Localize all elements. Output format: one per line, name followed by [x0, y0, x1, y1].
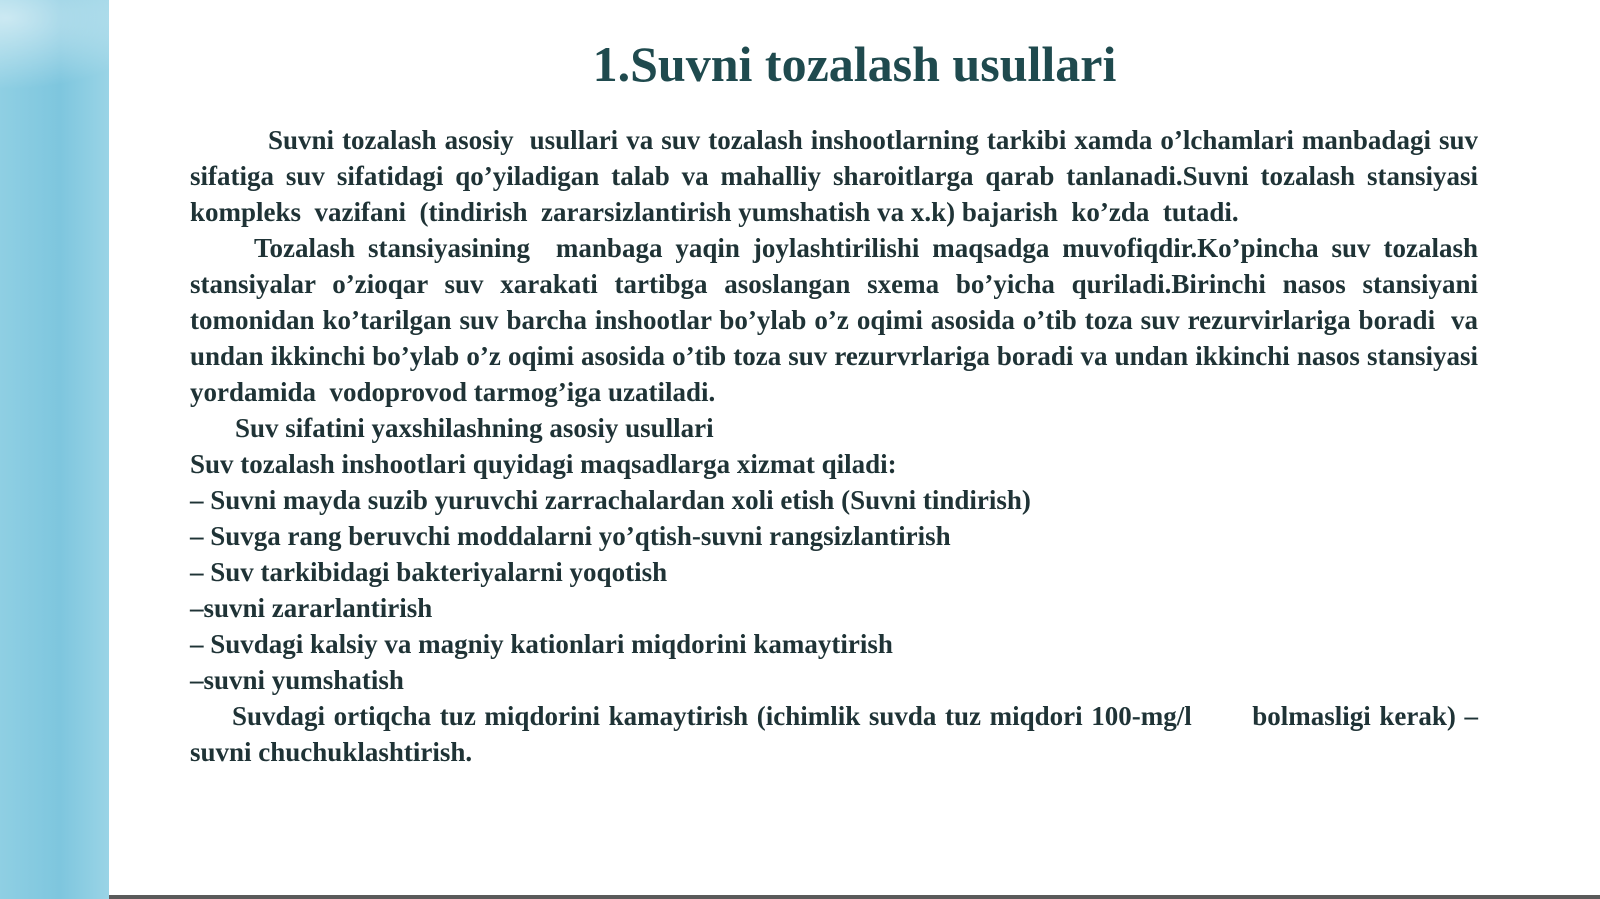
list-item: – Suvni mayda suzib yuruvchi zarrachalardan xoli etish (Suvni tindirish) — [190, 485, 1031, 515]
paragraph-intro: Suvni tozalash asosiy usullari va suv tozalash inshootlarning tarkibi xamda o’lchamlari manbadagi suv sifatiga suv sifatidagi qo’yiladigan talab va mahalliy sharoitlarga qarab tanlanadi.Suvni tozalash stansiyasi kompleks vazifani (tindirish zararsizlantirish yumshatish va x.k) bajarish ko’zda tutadi. — [190, 125, 1492, 227]
paragraph-closing: Suvdagi ortiqcha tuz miqdorini kamaytirish (ichimlik suvda tuz miqdori 100-mg/l bolmasligi kerak) –suvni chuchuklashtirish. — [190, 701, 1478, 767]
list-item: – Suvga rang beruvchi moddalarni yo’qtish-suvni rangsizlantirish — [190, 521, 951, 551]
bottom-divider — [109, 895, 1600, 899]
slide-title: 1.Suvni tozalash usullari — [592, 36, 1117, 92]
list-intro: Suv tozalash inshootlari quyidagi maqsadlarga xizmat qiladi: — [190, 449, 897, 479]
slide-body — [190, 122, 1492, 770]
paragraph-station: Tozalash stansiyasining manbaga yaqin joylashtirilishi maqsadga muvofiqdir.Ko’pincha suv tozalash stansiyalar o’zioqar suv xarakati tartibga asoslangan sxema bo’yicha quriladi.Birinchi nasos stansiyani tomonidan ko’tarilgan suv barcha inshootlar bo’ylab o’z oqimi asosida o’tib toza suv rezurvirlariga boradi va undan ikkinchi bo’ylab o’z oqimi asosida o’tib toza suv rezurvrlariga boradi va undan ikkinchi nasos stansiyasi yordamida vodoprovod tarmog’iga uzatiladi. — [190, 233, 1485, 407]
decorative-side-band — [0, 0, 109, 899]
list-item: –suvni zararlantirish — [190, 593, 433, 623]
list-item: – Suvdagi kalsiy va magniy kationlari miqdorini kamaytirish — [190, 629, 893, 659]
list-item: –suvni yumshatish — [190, 665, 404, 695]
list-item: – Suv tarkibidagi bakteriyalarni yoqotish — [190, 557, 668, 587]
subheading-methods: Suv sifatini yaxshilashning asosiy usullari — [235, 413, 714, 443]
